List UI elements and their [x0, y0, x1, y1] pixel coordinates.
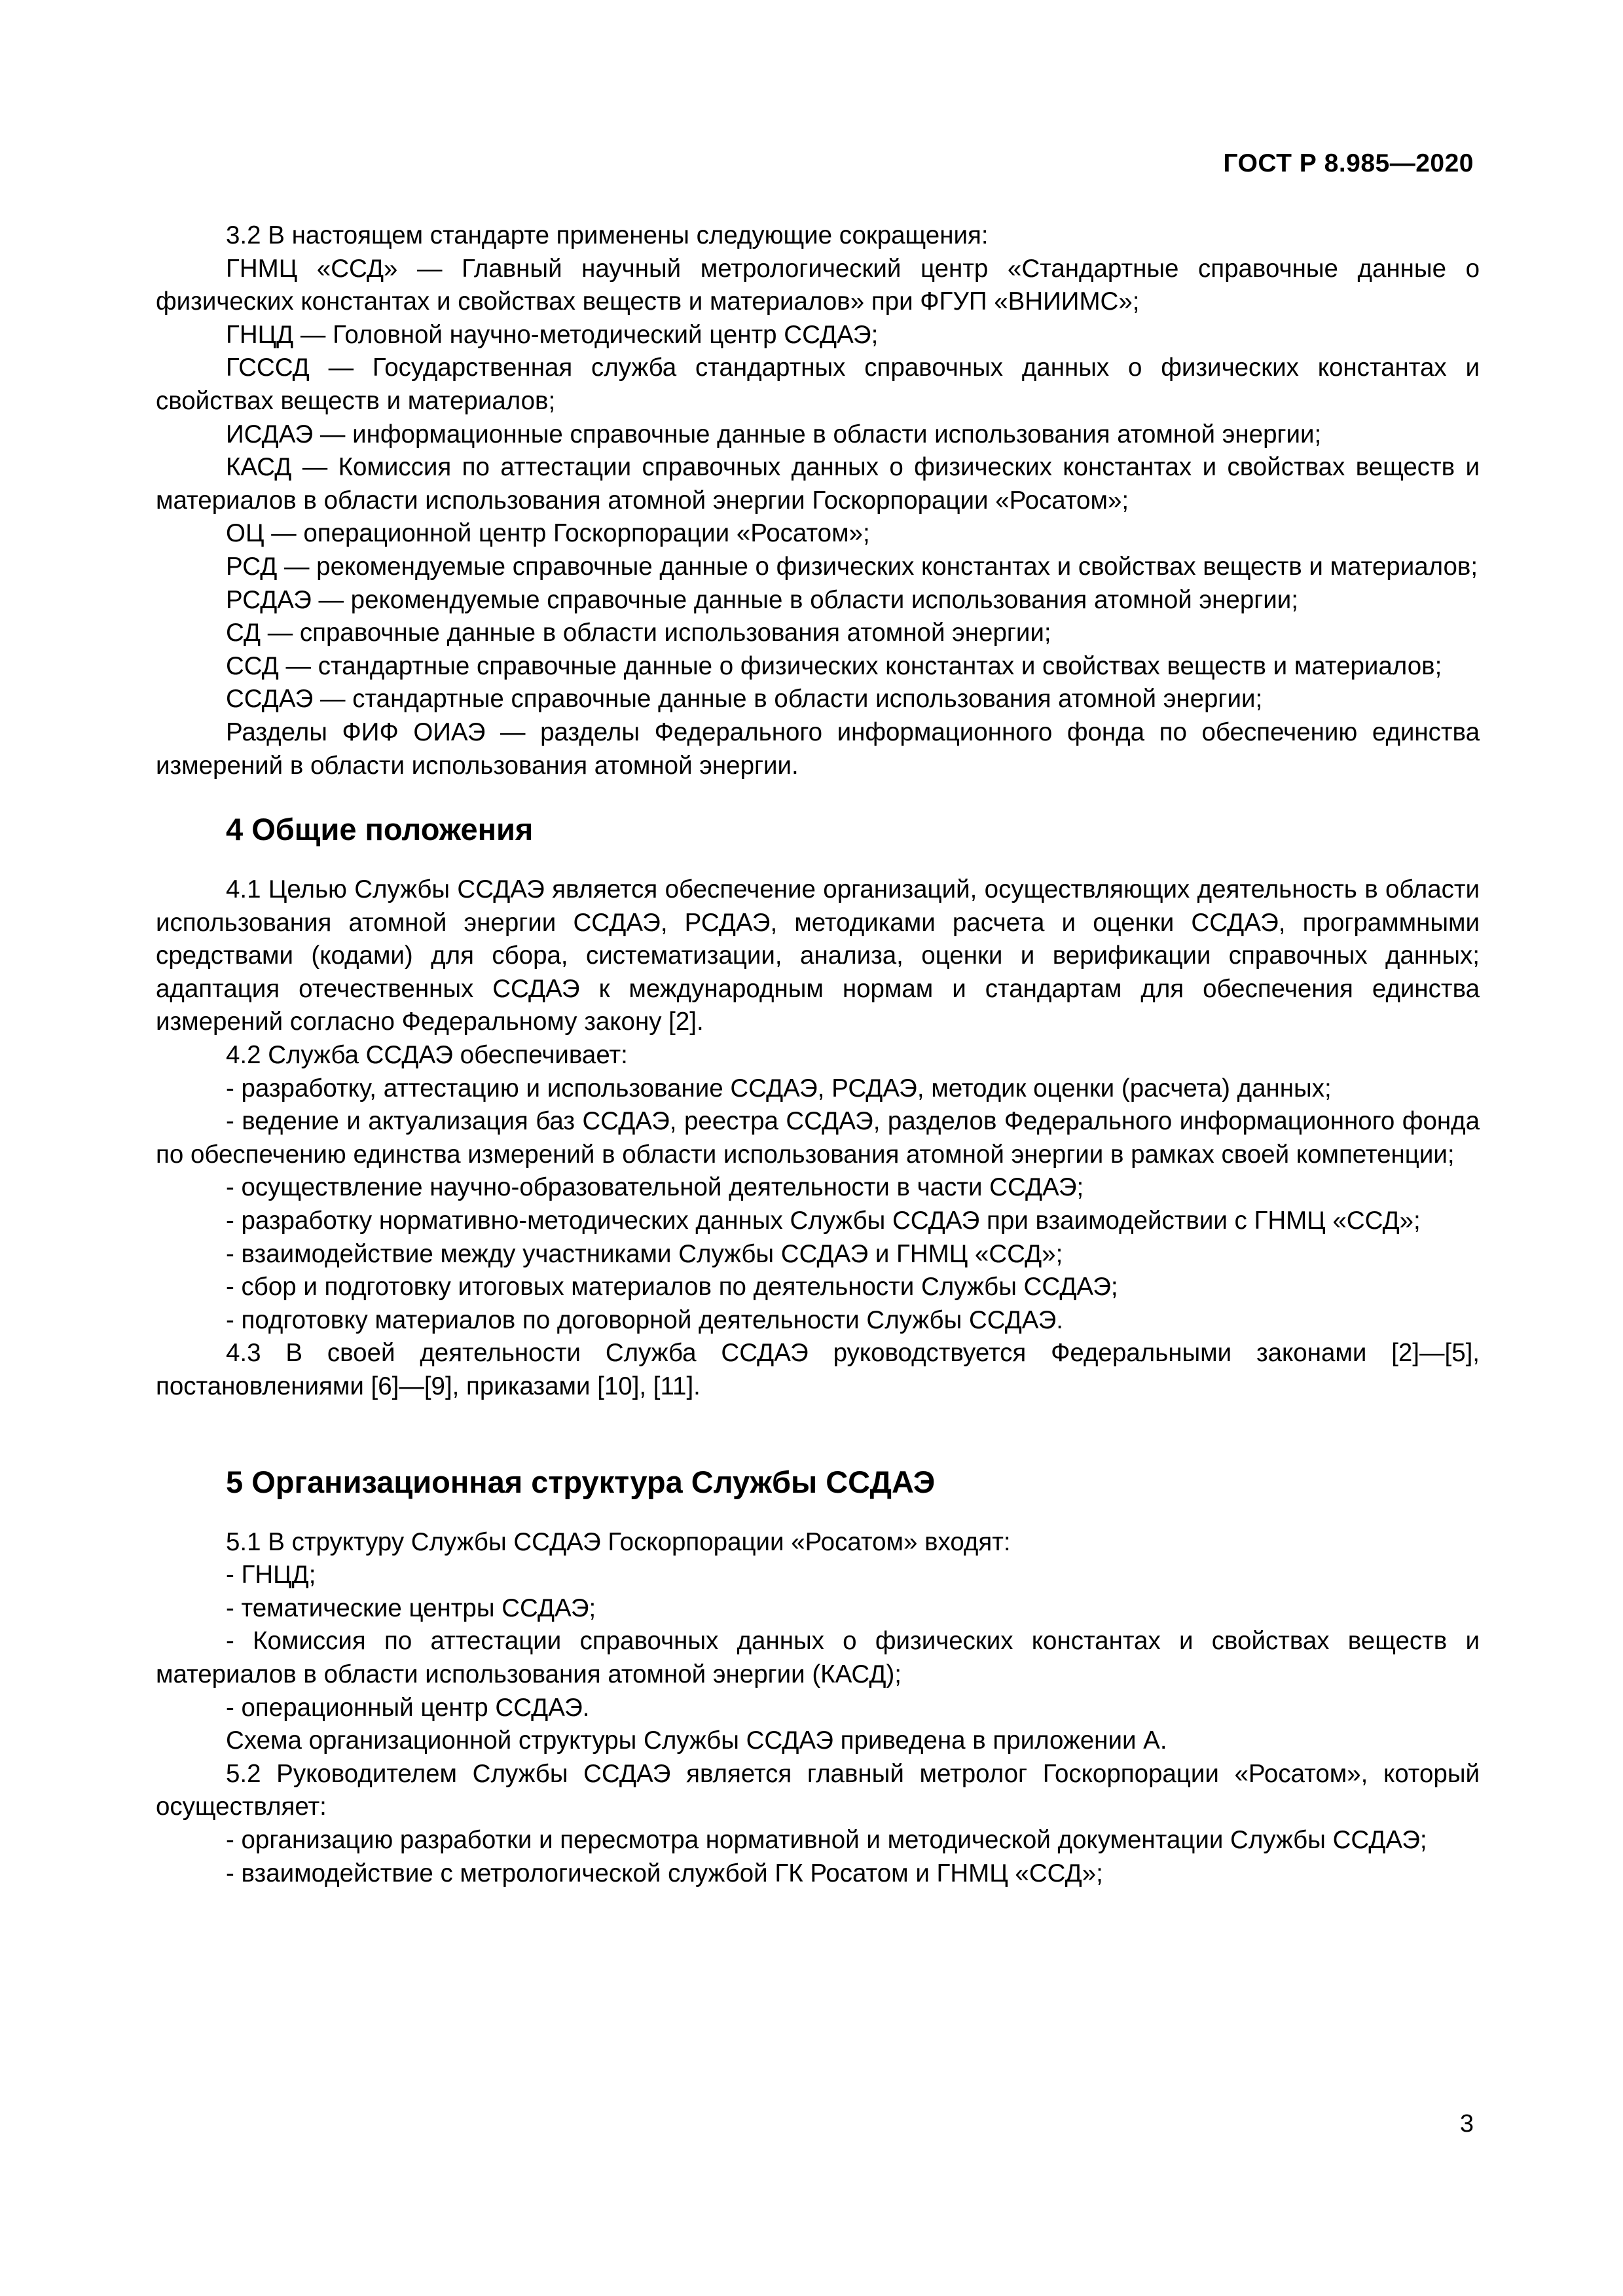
section-5-body: [156, 1526, 1480, 1891]
abbr-ssd: ССД — стандартные справочные данные о физических константах и свойствах веществ и материалов;: [226, 651, 1442, 680]
list-item: - разработку нормативно-методических данных Службы ССДАЭ при взаимодействии с ГНМЦ «ССД»;: [226, 1207, 1421, 1235]
paragraph-5-2: 5.2 Руководителем Службы ССДАЭ является главный метролог Госкорпорации «Росатом», который осуществляет:: [156, 1759, 1480, 1821]
abbr-sd: СД — справочные данные в области использования атомной энергии;: [226, 619, 1051, 647]
paragraph-4-1: 4.1 Целью Службы ССДАЭ является обеспечение организаций, осуществляющих деятельность в области использования атомной энергии ССДАЭ, РСДАЭ, методиками расчета и оценки ССДАЭ, программными средствами (кодами) для сбора, систематизации, анализа, оценки и верификации справочных данных; адаптация отечественных ССДАЭ к международным нормам и стандартам для обеспечения единства измерений согласно Федеральному закону [2].: [156, 875, 1480, 1036]
list-item: - Комиссия по аттестации справочных данных о физических константах и свойствах веществ и материалов в области использования атомной энергии (КАСД);: [156, 1627, 1480, 1688]
page-number: 3: [1459, 2110, 1474, 2138]
abbr-gncd: ГНЦД — Головной научно-методический центр ССДАЭ;: [226, 320, 879, 349]
abbr-rsdae: РСДАЭ — рекомендуемые справочные данные в области использования атомной энергии;: [226, 585, 1298, 614]
section-3-abbreviations: [156, 219, 1480, 782]
list-item: - осуществление научно-образовательной деятельности в части ССДАЭ;: [226, 1173, 1084, 1202]
paragraph-schema-ref: Схема организационной структуры Службы ССДАЭ приведена в приложении А.: [226, 1726, 1167, 1755]
list-item: - ГНЦД;: [226, 1561, 316, 1590]
abbr-kasd: КАСД — Комиссия по аттестации справочных данных о физических константах и свойствах веществ и материалов в области использования атомной энергии Госкорпорации «Росатом»;: [156, 453, 1480, 515]
abbr-rsd: РСД — рекомендуемые справочные данные о физических константах и свойствах веществ и материалов;: [226, 552, 1478, 581]
abbr-ssdae: ССДАЭ — стандартные справочные данные в области использования атомной энергии;: [226, 685, 1263, 714]
section-5-title: 5 Организационная структура Службы ССДАЭ: [226, 1464, 936, 1499]
list-item: - ведение и актуализация баз ССДАЭ, реестра ССДАЭ, разделов Федерального информационного фонда по обеспечению единства измерений в области использования атомной энергии в рамках своей компетенции;: [156, 1107, 1480, 1169]
abbr-fif-oiae: Разделы ФИФ ОИАЭ — разделы Федерального информационного фонда по обеспечению единства измерений в области использования атомной энергии.: [156, 718, 1480, 780]
abbr-isdae: ИСДАЭ — информационные справочные данные в области использования атомной энергии;: [226, 420, 1322, 448]
list-item: - организацию разработки и пересмотра нормативной и методической документации Службы ССДАЭ;: [226, 1825, 1427, 1854]
section-4-body: [156, 873, 1480, 1404]
page-content: [156, 219, 1480, 1890]
paragraph-3-2: 3.2 В настоящем стандарте применены следующие сокращения:: [226, 221, 989, 249]
list-item: - взаимодействие с метрологической службой ГК Росатом и ГНМЦ «ССД»;: [226, 1859, 1103, 1887]
abbr-gnmc-ssd: ГНМЦ «ССД» — Главный научный метрологический центр «Стандартные справочные данные о физических константах и свойствах веществ и материалов» при ФГУП «ВНИИМС»;: [156, 254, 1480, 316]
list-item: - сбор и подготовку итоговых материалов по деятельности Службы ССДАЭ;: [226, 1273, 1118, 1302]
section-4-title: 4 Общие положения: [226, 812, 534, 847]
paragraph-4-2: 4.2 Служба ССДАЭ обеспечивает:: [226, 1041, 628, 1070]
paragraph-5-1: 5.1 В структуру Службы ССДАЭ Госкорпорации «Росатом» входят:: [226, 1527, 1011, 1556]
abbr-gsssd: ГСССД — Государственная служба стандартных справочных данных о физических константах и свойствах веществ и материалов;: [156, 354, 1480, 415]
list-item: - операционный центр ССДАЭ.: [226, 1693, 590, 1722]
list-item: - тематические центры ССДАЭ;: [226, 1594, 596, 1622]
paragraph-4-3: 4.3 В своей деятельности Служба ССДАЭ руководствуется Федеральными законами [2]—[5], постановлениями [6]—[9], приказами [10], [11].: [156, 1339, 1480, 1400]
list-item: - взаимодействие между участниками Службы ССДАЭ и ГНМЦ «ССД»;: [226, 1239, 1063, 1268]
list-item: - разработку, аттестацию и использование ССДАЭ, РСДАЭ, методик оценки (расчета) данных;: [226, 1074, 1332, 1102]
list-item: - подготовку материалов по договорной деятельности Службы ССДАЭ.: [226, 1305, 1063, 1334]
abbr-oc: ОЦ — операционной центр Госкорпорации «Росатом»;: [226, 519, 870, 548]
standard-id-header: ГОСТ Р 8.985—2020: [1223, 149, 1474, 177]
